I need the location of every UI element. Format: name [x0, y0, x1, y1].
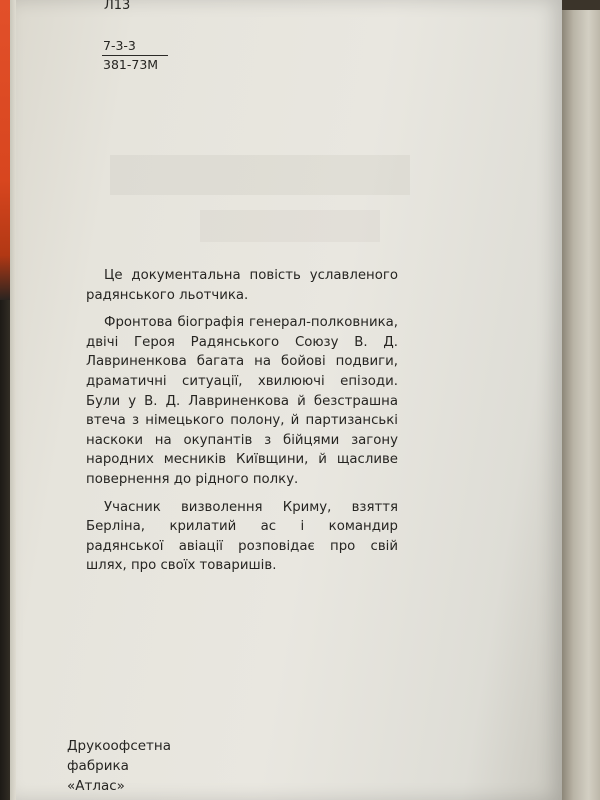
catalog-code: Л13 [104, 0, 131, 13]
book-right-edge [562, 0, 600, 800]
publisher-line: «Атлас» [67, 778, 125, 794]
publisher-imprint [67, 736, 171, 796]
show-through-shadow [110, 155, 410, 195]
classification-rule [102, 55, 168, 56]
annotation-paragraph: Фронтова біографія генерал-полковника, двічі Героя Радянського Союзу В. Д. Лавриненкова багата на бойові подвиги, драматичні ситуації, хвилюючі епізоди. Були у В. Д. Лавриненкова й безстрашна втеча з німецького полону, й партизанські наскоки на окупантів з бійцями загону народних месників Київщини, й щасливе повернення до рідного полку. [86, 315, 398, 487]
classification-numerator: 7-3-3 [103, 38, 136, 53]
show-through-shadow [200, 210, 380, 242]
annotation-paragraph: Це документальна повість уславленого радянського льотчика. [86, 268, 398, 303]
classification-denominator: 381-73М [103, 57, 159, 72]
book-right-corner [562, 0, 600, 10]
publisher-line: Друкоофсетна [67, 738, 172, 754]
annotation-paragraph: Учасник визволення Криму, взяття Берліна, крилатий ас і командир радянської авіації розповідає про свій шлях, про своїх товаришів. [86, 499, 398, 574]
publisher-line: фабрика [67, 758, 129, 774]
book-annotation [86, 266, 398, 576]
